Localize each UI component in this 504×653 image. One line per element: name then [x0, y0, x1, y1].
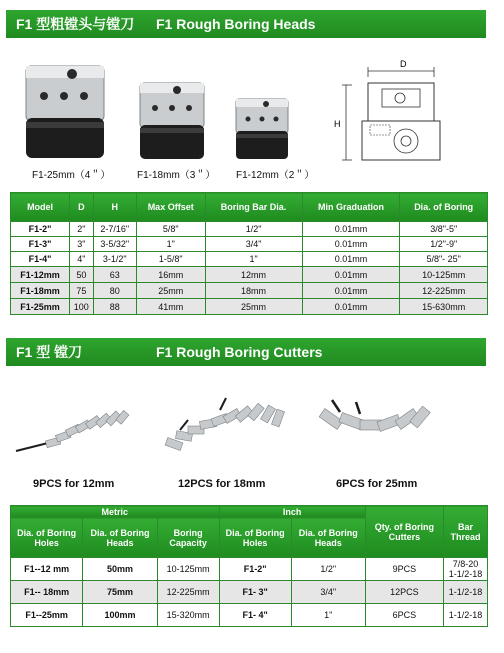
cell: 0.01mm — [302, 237, 400, 252]
table-row — [11, 558, 488, 581]
section-banner-heads — [6, 10, 486, 38]
table-row — [11, 283, 488, 299]
cell: 9PCS — [365, 558, 443, 581]
cell: 50 — [70, 267, 93, 283]
cell: 1-5/8" — [136, 252, 205, 267]
cell: F1-2" — [219, 558, 291, 581]
section-banner-cutters — [6, 338, 486, 366]
cell: 12mm — [205, 267, 302, 283]
section-title-cn: F1 型 镗刀 — [16, 344, 83, 360]
boring-head-12mm-caption: F1-12mm（2＂） — [236, 170, 315, 181]
cell: 12PCS — [365, 581, 443, 604]
cell: 12-225mm — [157, 581, 219, 604]
cutter-set-18mm-image — [160, 390, 300, 465]
cell: 100mm — [83, 604, 158, 627]
cell: F1-12mm — [11, 267, 70, 283]
cell: 12-225mm — [400, 283, 488, 299]
cell: 16mm — [136, 267, 205, 283]
boring-head-25mm-image — [20, 60, 110, 170]
cell: 10-125mm — [400, 267, 488, 283]
cell: 41mm — [136, 299, 205, 315]
col-inch-hole-dia: Dia. of Boring Holes — [219, 518, 291, 558]
section-title-cn: F1 型粗镗头与镗刀 — [16, 16, 135, 32]
dimension-diagram — [330, 55, 460, 175]
col-bar-dia: Boring Bar Dia. — [205, 193, 302, 222]
cell: 63 — [93, 267, 136, 283]
boring-head-18mm-caption: F1-18mm（3＂） — [137, 170, 216, 181]
table-row — [11, 237, 488, 252]
cell: 88 — [93, 299, 136, 315]
cell: F1-18mm — [11, 283, 70, 299]
cell: 3" — [70, 237, 93, 252]
table-row — [11, 604, 488, 627]
cell: 1/2" — [205, 222, 302, 237]
cell: F1-4" — [11, 252, 70, 267]
cell: F1--12 mm — [11, 558, 83, 581]
cell: 75 — [70, 283, 93, 299]
col-bar-thread: Bar Thread — [443, 506, 487, 558]
col-boring-capacity: Boring Capacity — [157, 518, 219, 558]
cutter-set-12mm-caption: 9PCS for 12mm — [33, 478, 115, 490]
cell: 25mm — [136, 283, 205, 299]
cell: 3/4" — [205, 237, 302, 252]
boring-head-12mm-image — [232, 95, 292, 165]
diagram-label-d: D — [400, 59, 407, 69]
cutter-set-25mm-caption: 6PCS for 25mm — [336, 478, 418, 490]
col-metric-head-dia: Dia. of Boring Heads — [83, 518, 158, 558]
cell: 0.01mm — [302, 222, 400, 237]
cell: 25mm — [205, 299, 302, 315]
table-row — [11, 252, 488, 267]
cell: 1-1/2-18 — [443, 581, 487, 604]
cell: 4" — [70, 252, 93, 267]
cell: 1/2" — [291, 558, 365, 581]
cell: F1-3" — [11, 237, 70, 252]
cell: 5/8"- 25" — [400, 252, 488, 267]
table-row — [11, 267, 488, 283]
boring-head-25mm-caption: F1-25mm（4＂） — [32, 170, 111, 181]
col-inch-head-dia: Dia. of Boring Heads — [291, 518, 365, 558]
boring-head-18mm-image — [135, 78, 210, 168]
cell: F1-2" — [11, 222, 70, 237]
group-metric: Metric — [11, 506, 220, 518]
cell: 15-320mm — [157, 604, 219, 627]
table-row — [11, 581, 488, 604]
cell: F1- 3" — [219, 581, 291, 604]
cell: 80 — [93, 283, 136, 299]
col-metric-hole-dia: Dia. of Boring Holes — [11, 518, 83, 558]
col-model: Model — [11, 193, 70, 222]
cell: 10-125mm — [157, 558, 219, 581]
table-row — [11, 222, 488, 237]
cell: 0.01mm — [302, 267, 400, 283]
cell: F1-25mm — [11, 299, 70, 315]
cell: 1" — [205, 252, 302, 267]
cell — [443, 558, 487, 581]
cell: 1" — [136, 237, 205, 252]
cell: 100 — [70, 299, 93, 315]
section-title-en: F1 Rough Boring Heads — [156, 16, 316, 32]
cell: 0.01mm — [302, 299, 400, 315]
cell: 3-5/32" — [93, 237, 136, 252]
cell: 1-1/2-18 — [443, 604, 487, 627]
col-d: D — [70, 193, 93, 222]
cell: F1- 4" — [219, 604, 291, 627]
bar-thread-line: 1-1/2-18 — [448, 569, 483, 579]
cell: 18mm — [205, 283, 302, 299]
boring-cutters-spec-table — [10, 505, 488, 627]
cell: 3-1/2" — [93, 252, 136, 267]
bar-thread-line: 7/8-20 — [452, 559, 479, 569]
table-row — [11, 299, 488, 315]
section-title-en: F1 Rough Boring Cutters — [156, 344, 323, 360]
cell: F1-- 18mm — [11, 581, 83, 604]
col-dia-boring: Dia. of Boring — [400, 193, 488, 222]
col-h: H — [93, 193, 136, 222]
boring-heads-spec-table — [10, 192, 488, 315]
cutter-set-25mm-image — [312, 390, 442, 465]
col-qty-cutters: Qty. of Boring Cutters — [365, 506, 443, 558]
cell: 1" — [291, 604, 365, 627]
group-inch: Inch — [219, 506, 365, 518]
cell: 50mm — [83, 558, 158, 581]
cell: 5/8" — [136, 222, 205, 237]
cell: 75mm — [83, 581, 158, 604]
diagram-label-h: H — [334, 119, 341, 129]
cell: 2-7/16" — [93, 222, 136, 237]
cell: 3/4" — [291, 581, 365, 604]
cutter-set-18mm-caption: 12PCS for 18mm — [178, 478, 266, 490]
cell: 3/8"-5" — [400, 222, 488, 237]
cell: 2" — [70, 222, 93, 237]
cell: 1/2"-9" — [400, 237, 488, 252]
cell: 15-630mm — [400, 299, 488, 315]
cell: 6PCS — [365, 604, 443, 627]
col-min-graduation: Min Graduation — [302, 193, 400, 222]
cell: F1--25mm — [11, 604, 83, 627]
cell: 0.01mm — [302, 283, 400, 299]
col-max-offset: Max Offset — [136, 193, 205, 222]
cell: 0.01mm — [302, 252, 400, 267]
cutter-set-12mm-image — [8, 395, 143, 465]
